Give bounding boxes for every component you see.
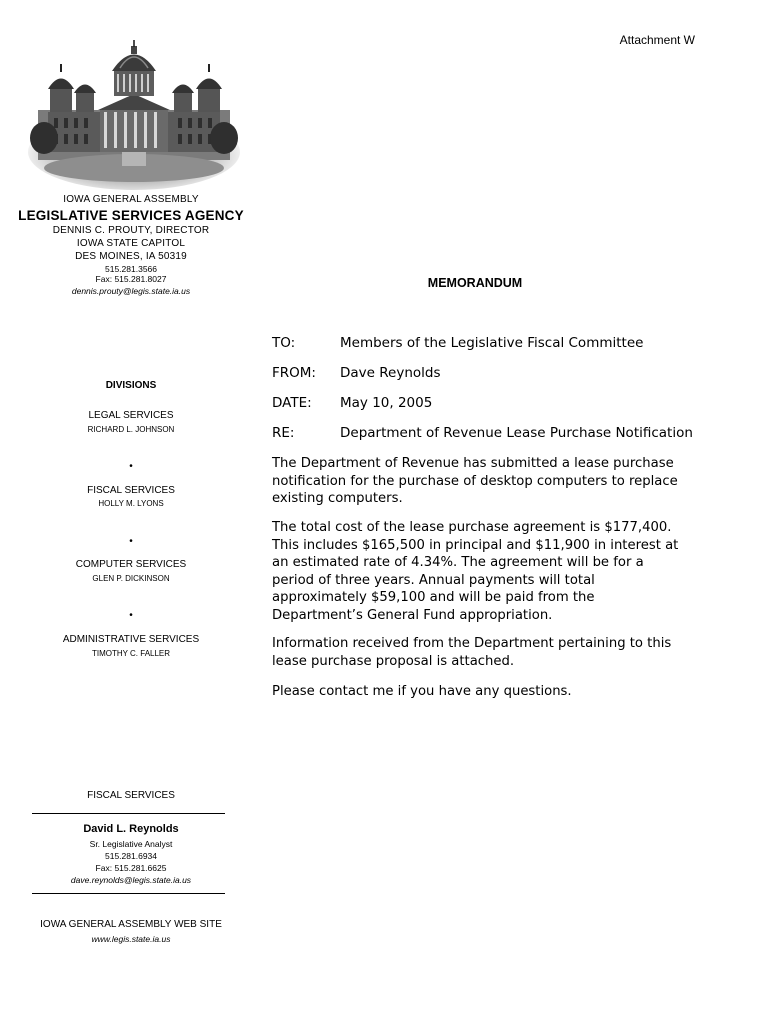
memo-date-value: May 10, 2005 [340, 395, 433, 411]
analyst-name: David L. Reynolds [83, 823, 179, 835]
memo-title: MEMORANDUM [427, 276, 523, 290]
attachment-label: Attachment W [619, 33, 695, 47]
city-address: DES MOINES, IA 50319 [75, 251, 187, 262]
division-legal: LEGAL SERVICES [88, 410, 174, 421]
analyst-title: Sr. Legislative Analyst [89, 839, 173, 849]
division-fiscal: FISCAL SERVICES [87, 485, 175, 496]
memo-paragraph [272, 455, 687, 508]
memo-to-label: TO: [272, 335, 296, 351]
memo-paragraph-text: The total cost of the lease purchase agreement is $177,400. This includes $165,500 in principal and $11,900 in interest at an estimated rate of 4.34%. The agreement will be for a period of three years. Annual payments will total approximately $59,100 and will be paid from the Department’s General Fund appropriation. [272, 520, 679, 623]
memo-paragraph [272, 635, 687, 670]
website-label: IOWA GENERAL ASSEMBLY WEB SITE [40, 919, 222, 930]
analyst-division: FISCAL SERVICES [87, 790, 175, 801]
divisions-title: DIVISIONS [105, 380, 157, 391]
division-computer: COMPUTER SERVICES [75, 559, 187, 570]
memo-re-label: RE: [272, 425, 295, 441]
memo-date-label: DATE: [272, 395, 312, 411]
director-name: DENNIS C. PROUTY, DIRECTOR [52, 225, 210, 236]
agency-email[interactable]: dennis.prouty@legis.state.ia.us [71, 286, 191, 296]
memo-paragraph [272, 519, 687, 624]
memo-re-value: Department of Revenue Lease Purchase Notification [340, 425, 693, 441]
memo-paragraph [272, 683, 687, 701]
division-separator: • [129, 536, 133, 547]
divider-line [32, 893, 225, 894]
building-name: IOWA STATE CAPITOL [76, 238, 186, 249]
agency-fax: Fax: 515.281.8027 [95, 274, 167, 284]
memo-from-value: Dave Reynolds [340, 365, 441, 381]
divider-line [32, 813, 225, 814]
memo-paragraph-text: Please contact me if you have any questions. [272, 684, 572, 699]
division-administrative-person: TIMOTHY C. FALLER [91, 649, 171, 658]
division-computer-person: GLEN P. DICKINSON [92, 574, 170, 583]
division-administrative: ADMINISTRATIVE SERVICES [62, 634, 200, 645]
website-url[interactable]: www.legis.state.ia.us [91, 934, 171, 944]
analyst-email[interactable]: dave.reynolds@legis.state.ia.us [70, 875, 192, 885]
memo-to-value: Members of the Legislative Fiscal Committee [340, 335, 644, 351]
capitol-building-icon [28, 40, 240, 190]
memo-paragraph-text: Information received from the Department pertaining to this lease purchase proposal is attached. [272, 636, 672, 669]
assembly-name: IOWA GENERAL ASSEMBLY [63, 194, 199, 205]
division-separator: • [129, 610, 133, 621]
division-fiscal-person: HOLLY M. LYONS [98, 499, 164, 508]
division-legal-person: RICHARD L. JOHNSON [87, 425, 175, 434]
agency-phone: 515.281.3566 [105, 264, 157, 274]
memo-from-label: FROM: [272, 365, 316, 381]
agency-name: LEGISLATIVE SERVICES AGENCY [18, 208, 244, 223]
memo-paragraph-text: The Department of Revenue has submitted a lease purchase notification for the purchase of desktop computers to replace existing computers. [272, 456, 678, 506]
analyst-phone: 515.281.6934 [105, 851, 157, 861]
analyst-fax: Fax: 515.281.6625 [95, 863, 167, 873]
division-separator: • [129, 461, 133, 472]
